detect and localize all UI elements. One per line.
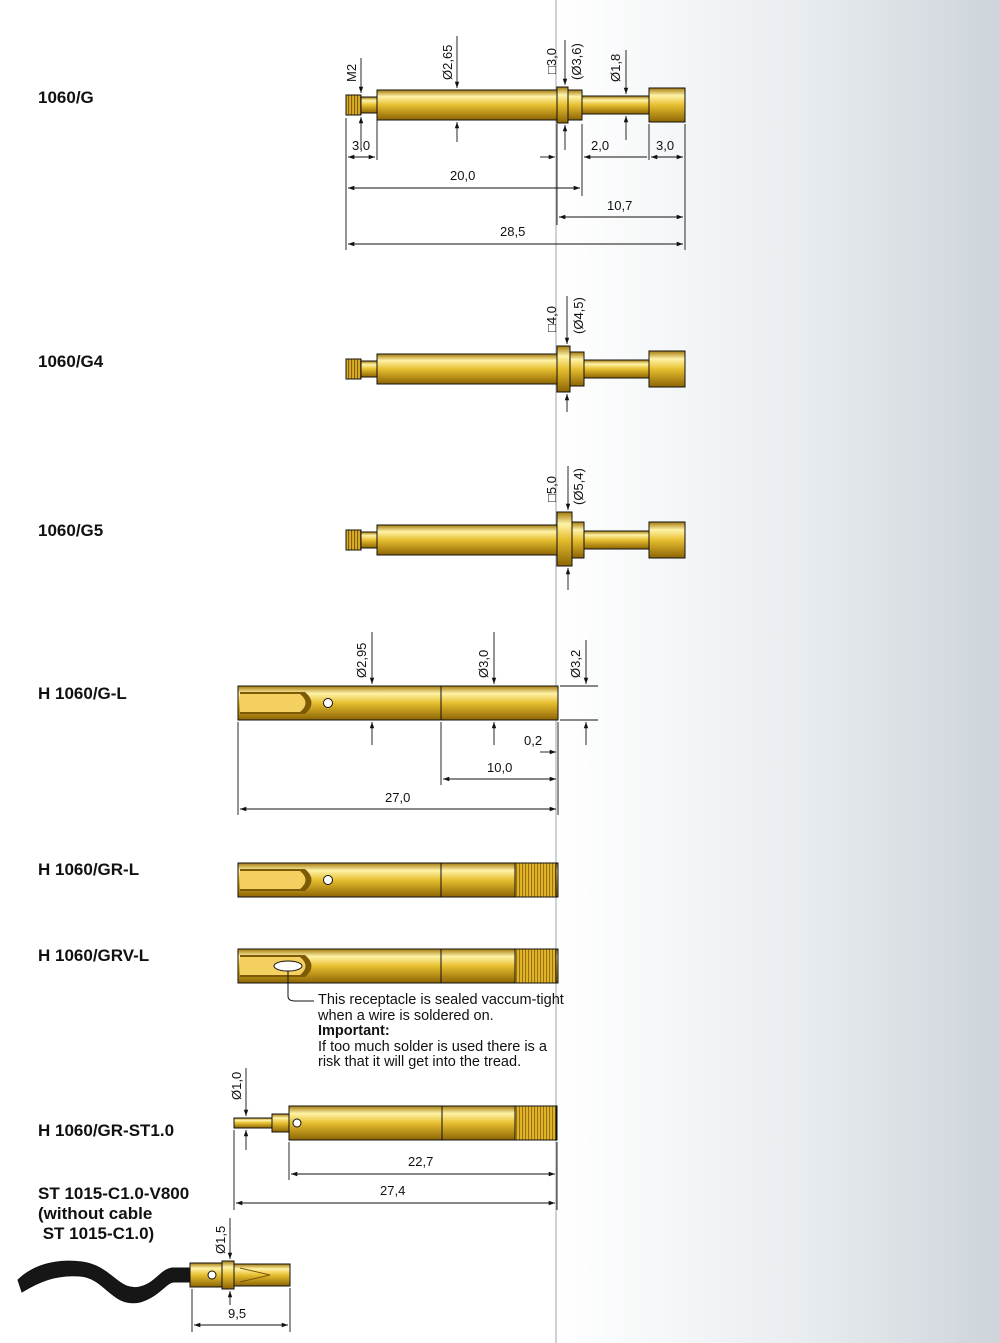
dim-st-len-total: 9,5 [228,1306,247,1321]
part-label-h1060-g-l: H 1060/G-L [38,684,127,703]
part-label-h1060-gr-l: H 1060/GR-L [38,860,140,879]
square-nut [568,90,582,120]
dim-len-front: 10,7 [607,198,633,213]
dims-h1060-g-l [238,632,598,815]
dim-plunger-diameter: Ø1,8 [608,53,623,82]
dim-body-diameter: Ø2,65 [440,44,455,80]
dim-thread: M2 [344,63,359,82]
dim-square: □3,0 [544,48,559,74]
collar [557,87,568,123]
dim-g5-square: □5,0 [544,476,559,502]
dim-grst-len-body: 22,7 [408,1154,434,1169]
plunger-head [649,88,685,122]
part-label-1060-g: 1060/G [38,88,94,107]
dim-len-total: 28,5 [500,224,526,239]
body [377,90,557,120]
dim-g5-collar: (Ø5,4) [571,468,586,505]
neck [361,97,377,113]
dim-len-body: 20,0 [450,168,476,183]
part-h1060-grv-l [238,949,558,983]
dim-gl-tip-diameter: Ø3,2 [568,649,583,678]
part-label-h1060-grv-l: H 1060/GRV-L [38,946,150,965]
part-label-h1060-gr-st1: H 1060/GR-ST1.0 [38,1121,175,1140]
dim-gl-rear-diameter: Ø2,95 [354,642,369,678]
part-label-st1015: ST 1015-C1.0-V800 (without cable ST 1015-C1.0) [38,1184,190,1243]
vent-slot [274,961,302,971]
dim-gl-front-diameter: Ø3,0 [476,649,491,678]
part-label-1060-g4: 1060/G4 [38,352,104,371]
cable [18,1261,192,1303]
dim-gl-len-tip: 0,2 [524,733,543,748]
note-line-3: If too much solder is used there is a [318,1038,547,1055]
dim-g4-collar: (Ø4,5) [571,297,586,334]
dim-grst-len-total: 27,4 [380,1183,406,1198]
dim-st-diameter: Ø1,5 [213,1225,228,1254]
part-h1060-gr-l [238,863,558,897]
note-line-4: risk that it will get into the tread. [318,1054,522,1070]
sealing-note [318,993,564,1071]
knurled-end [515,863,556,897]
part-st1015 [18,1261,290,1303]
plunger [582,96,649,114]
thread [346,95,361,115]
part-h1060-gr-st1 [234,1106,557,1140]
part-label-1060-g5: 1060/G5 [38,521,104,540]
dim-len-thread: 3,0 [352,138,371,153]
note-heading: Important: [318,1023,390,1039]
dim-len-collar: 2,0 [591,138,610,153]
dim-grst-pin-diameter: Ø1,0 [229,1071,244,1100]
note-line-2: when a wire is soldered on. [318,1007,494,1024]
dim-gl-len-front: 10,0 [487,760,513,775]
note-line-1: This receptacle is sealed vaccum-tight [318,992,564,1008]
dim-collar-diameter: (Ø3,6) [569,43,584,80]
dim-gl-len-total: 27,0 [385,790,411,805]
part-h1060-g-l [238,686,558,720]
dim-g4-square: □4,0 [544,306,559,332]
dim-len-head: 3,0 [656,138,675,153]
